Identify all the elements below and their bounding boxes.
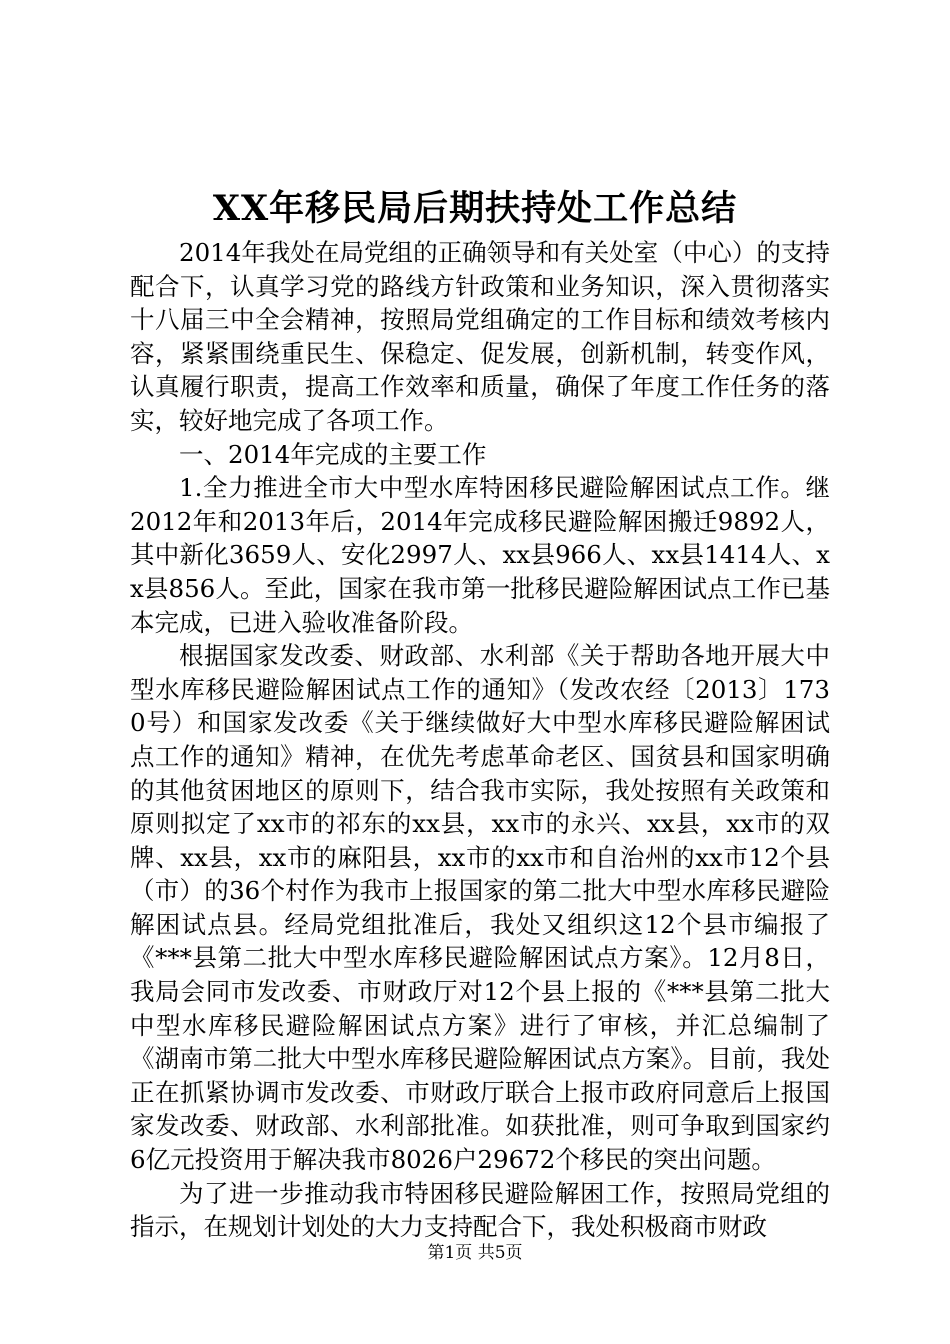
document-body (130, 236, 830, 1244)
paragraph-continuation: 为了进一步推动我市特困移民避险解困工作，按照局党组的指示，在规划计划处的大力支持配合下，我处积极商市财政 (130, 1178, 830, 1242)
document-title: XX年移民局后期扶持处工作总结 (212, 188, 738, 229)
page-footer: 第1页 共5页 (427, 1243, 523, 1263)
section-heading: 一、2014年完成的主要工作 (179, 439, 487, 469)
paragraph-item-1: 1.全力推进全市大中型水库特困移民避险解困试点工作。继2012年和2013年后，2014年完成移民避险解困搬迁9892人，其中新化3659人、安化2997人、xx县966人、xx县1414人、xx县856人。至此，国家在我市第一批移民避险解困试点工作已基本完成，已进入验收准备阶段。 (130, 473, 830, 637)
paragraph-policy: 根据国家发改委、财政部、水利部《关于帮助各地开展大中型水库移民避险解困试点工作的通知》（发改农经〔2013〕1730号）和国家发改委《关于继续做好大中型水库移民避险解困试点工作的通知》精神，在优先考虑革命老区、国贫县和国家明确的其他贫困地区的原则下，结合我市实际，我处按照有关政策和原则拟定了xx市的祁东的xx县，xx市的永兴、xx县，xx市的双牌、xx县，xx市的麻阳县，xx市的xx市和自治州的xx市12个县（市）的36个村作为我市上报国家的第二批大中型水库移民避险解困试点县。经局党组批准后，我处又组织这12个县市编报了《***县第二批大中型水库移民避险解困试点方案》。12月8日，我局会同市发改委、市财政厅对12个县上报的《***县第二批大中型水库移民避险解困试点方案》进行了审核，并汇总编制了《湖南市第二批大中型水库移民避险解困试点方案》。目前，我处正在抓紧协调市发改委、市财政厅联合上报市政府同意后上报国家发改委、财政部、水利部批准。如获批准，则可争取到国家约6亿元投资用于解决我市8026户29672个移民的突出问题。 (130, 641, 830, 1175)
paragraph-intro: 2014年我处在局党组的正确领导和有关处室（中心）的支持配合下，认真学习党的路线方针政策和业务知识，深入贯彻落实十八届三中全会精神，按照局党组确定的工作目标和绩效考核内容，紧紧围绕重民生、保稳定、促发展，创新机制，转变作风，认真履行职责，提高工作效率和质量，确保了年度工作任务的落实，较好地完成了各项工作。 (130, 238, 830, 435)
